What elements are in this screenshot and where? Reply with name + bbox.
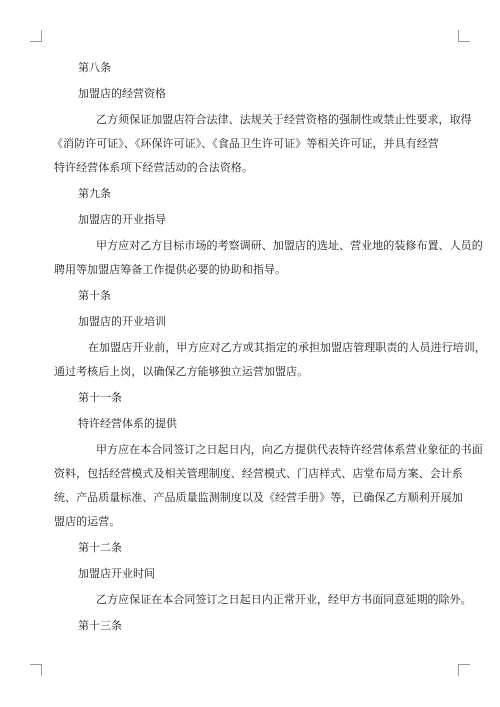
article-title-text: 加盟店的开业指导 xyxy=(78,213,166,226)
paragraph-line: 聘用等加盟店筹备工作提供必要的协助和指导。 xyxy=(54,263,287,276)
article-title-text: 加盟店的经营资格 xyxy=(78,87,166,100)
paragraph-line: 乙方须保证加盟店符合法律、法规关于经营资格的强制性或禁止性要求，取得 xyxy=(96,113,472,126)
article-title xyxy=(78,416,433,431)
paragraph-line: 特许经营体系项下经营活动的合法资格。 xyxy=(54,161,253,174)
article-paragraph xyxy=(54,238,483,277)
article-title-text: 加盟店的开业培训 xyxy=(78,315,166,328)
paragraph-line: 在加盟店开业前，甲方应对乙方或其指定的承担加盟店管理职责的人员进行培训， xyxy=(88,341,486,354)
paragraph-line: 通过考核后上岗，以确保乙方能够独立运营加盟店。 xyxy=(54,365,309,378)
article-heading xyxy=(78,540,433,555)
article-number: 第十三条 xyxy=(78,619,122,632)
article-heading xyxy=(78,288,433,303)
article-number: 第十条 xyxy=(78,289,111,302)
article-number: 第八条 xyxy=(78,61,111,74)
article-heading xyxy=(78,60,433,75)
article-title-text: 加盟店开业时间 xyxy=(78,567,155,580)
article-heading xyxy=(78,186,433,201)
paragraph-line: 统、产品质量标准、产品质量监测制度以及《经营手册》等，已确保乙方顺利开展加 xyxy=(54,491,463,504)
article-title xyxy=(78,314,433,329)
article-heading xyxy=(78,618,433,633)
paragraph-line: 乙方应保证在本合同签订之日起日内正常开业，经甲方书面同意延期的除外。 xyxy=(96,593,472,606)
article-paragraph xyxy=(54,340,486,379)
article-title xyxy=(78,566,433,581)
paragraph-line: 甲方应对乙方目标市场的考察调研、加盟店的选址、营业地的装修布置、人员的 xyxy=(96,239,483,252)
article-title-text: 特许经营体系的提供 xyxy=(78,417,177,430)
article-number: 第十一条 xyxy=(78,391,122,404)
paragraph-line: 盟店的运营。 xyxy=(54,515,121,528)
paragraph-line: 甲方应在本合同签订之日起日内，向乙方提供代表特许经营体系营业象征的书面 xyxy=(96,443,483,456)
article-title xyxy=(78,212,433,227)
article-title xyxy=(78,86,433,101)
paragraph-line: 《消防许可证》、《环保许可证》、《食品卫生许可证》等相关许可证，并具有经营 xyxy=(52,137,439,150)
article-number: 第十二条 xyxy=(78,541,122,554)
paragraph-line: 资料，包括经营模式及相关管理制度、经营模式、门店样式、店堂布局方案、会计系 xyxy=(54,467,463,480)
article-paragraph xyxy=(52,112,472,175)
document-body xyxy=(52,60,486,644)
article-paragraph xyxy=(78,592,472,607)
article-heading xyxy=(78,390,433,405)
article-number: 第九条 xyxy=(78,187,111,200)
article-paragraph xyxy=(54,442,483,529)
